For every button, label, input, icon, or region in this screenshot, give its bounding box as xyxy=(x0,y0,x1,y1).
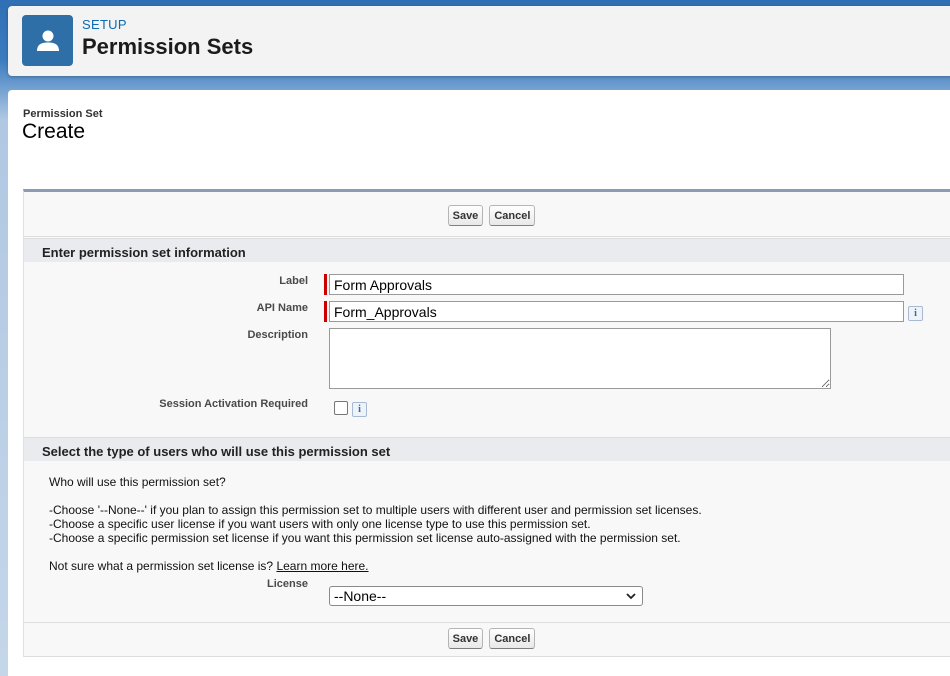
license-select-value: --None-- xyxy=(334,588,387,604)
page-title: Permission Sets xyxy=(82,34,254,59)
save-button[interactable]: Save xyxy=(448,628,484,649)
required-indicator xyxy=(324,301,327,322)
license-label: License xyxy=(267,578,308,590)
cancel-button[interactable]: Cancel xyxy=(489,628,535,649)
label-field-label: Label xyxy=(279,275,308,287)
divider xyxy=(24,622,950,623)
divider xyxy=(24,236,950,237)
user-icon xyxy=(22,15,73,66)
top-button-row xyxy=(24,205,950,226)
chevron-down-icon xyxy=(625,590,637,602)
not-sure-text: Not sure what a permission set license is? xyxy=(49,559,274,573)
api-name-field-label: API Name xyxy=(256,302,308,314)
save-button[interactable]: Save xyxy=(448,205,484,226)
license-select[interactable] xyxy=(329,586,643,606)
section-heading-info: Enter permission set information xyxy=(24,238,950,262)
question-text: Who will use this permission set? xyxy=(49,475,226,489)
label-input[interactable] xyxy=(329,274,904,295)
page-header xyxy=(8,6,950,76)
bottom-button-row xyxy=(24,628,950,649)
description-field-label: Description xyxy=(247,329,308,341)
choice-text-user-license: -Choose a specific user license if you want users with only one license type to use this permission set. xyxy=(49,517,591,531)
section-heading-user-type: Select the type of users who will use this permission set xyxy=(24,437,950,461)
choice-text-permission-set-license: -Choose a specific permission set license if you want this permission set license auto-assigned with the permission set. xyxy=(49,531,681,545)
breadcrumb: Permission Set xyxy=(23,108,103,120)
main-panel xyxy=(8,90,950,676)
license-help-text xyxy=(49,559,369,573)
cancel-button[interactable]: Cancel xyxy=(489,205,535,226)
choice-text-none: -Choose '--None--' if you plan to assign this permission set to multiple users with different user and permission set licenses. xyxy=(49,503,702,517)
create-form xyxy=(23,189,950,657)
required-indicator xyxy=(324,274,327,295)
setup-label: SETUP xyxy=(82,17,127,32)
session-activation-label: Session Activation Required xyxy=(159,398,308,410)
info-icon[interactable]: i xyxy=(352,402,367,417)
description-textarea[interactable] xyxy=(329,328,831,389)
learn-more-link[interactable]: Learn more here. xyxy=(276,559,369,573)
info-icon[interactable]: i xyxy=(908,306,923,321)
api-name-input[interactable] xyxy=(329,301,904,322)
form-title: Create xyxy=(22,120,86,143)
session-activation-checkbox[interactable] xyxy=(334,401,348,415)
